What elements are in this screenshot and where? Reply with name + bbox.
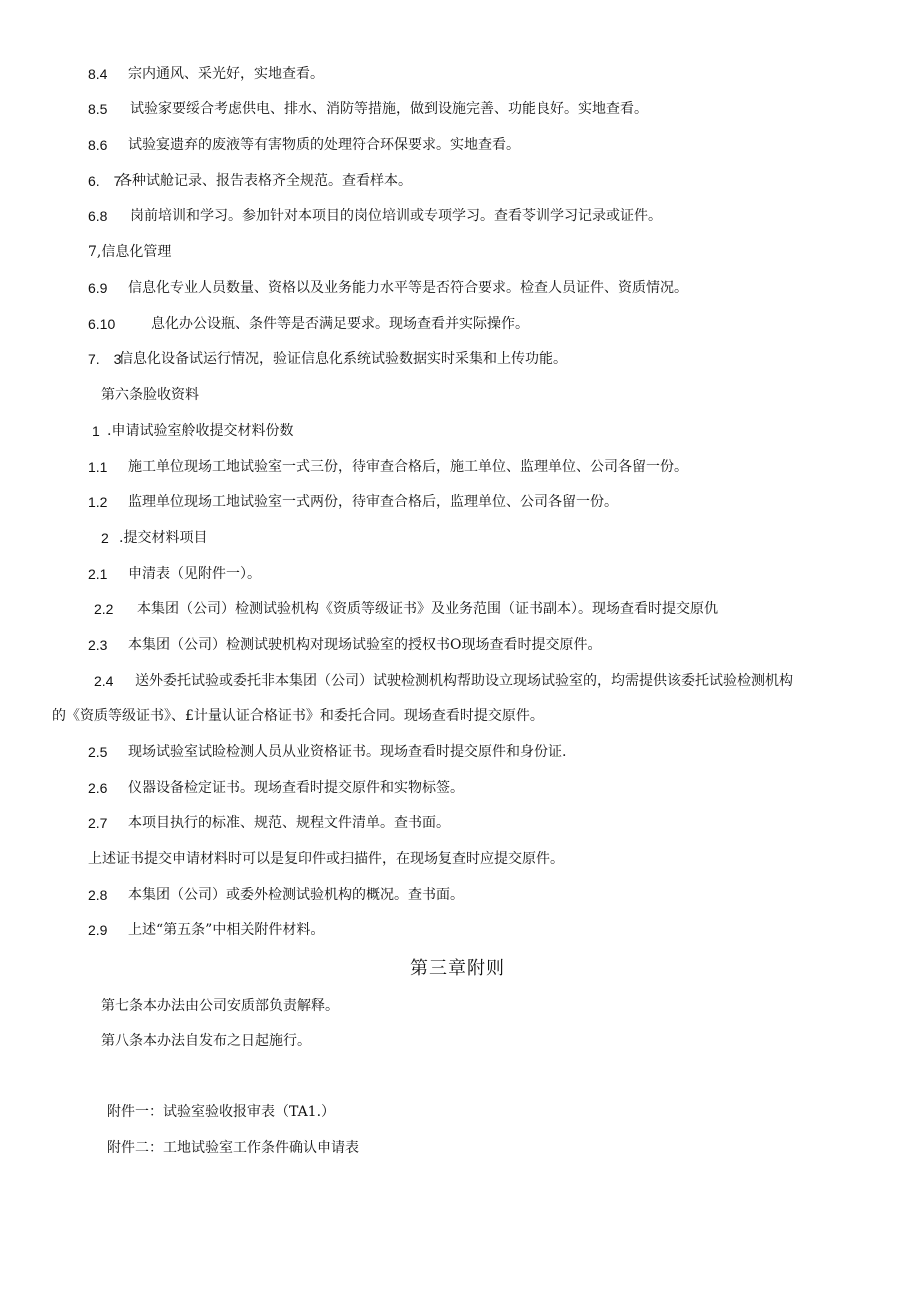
item-number: 1.1 bbox=[88, 459, 108, 475]
item-number: 2.3 bbox=[88, 637, 108, 653]
item-text: 试验家要绥合考虑供电、排水、消防等措施，做到设施完善、功能良好。实地查看。 bbox=[130, 101, 648, 117]
item-text: .提交材料项目 bbox=[119, 530, 208, 546]
item-text: 送外委托试验或委托非本集团（公司）试驶检测机构帮助设立现场试验室的，均需提供该委托试验检测机构 bbox=[135, 673, 793, 689]
item-number: 6. 7 bbox=[88, 173, 122, 189]
item-number: 2.5 bbox=[88, 744, 108, 760]
item-text: 信息化设备试运行情况，验证信息化系统试验数据实时采集和上传功能。 bbox=[119, 351, 567, 367]
item-text: 各种试舱记录、报告表格齐全规范。查看样本。 bbox=[118, 173, 412, 189]
item-number: 7. 3 bbox=[88, 351, 122, 367]
item-number: 2.1 bbox=[88, 566, 108, 582]
article-seven: 第七条本办法由公司安质部负责解释。 bbox=[101, 998, 339, 1014]
item-text: 宗内通风、采光好，实地查看。 bbox=[128, 66, 324, 82]
item-text: 试验宴遗弃的废液等有害物质的处理符合环保要求。实地查看。 bbox=[128, 137, 520, 153]
item-number: 6.9 bbox=[88, 280, 108, 296]
item-number: 2.7 bbox=[88, 815, 108, 831]
item-number: 1 bbox=[92, 423, 100, 439]
item-text: 监理单位现场工地试验室一式两份，待审查合格后，监理单位、公司各留一份。 bbox=[128, 494, 618, 510]
item-text: 第六条脸收资料 bbox=[101, 387, 199, 403]
item-text: 本项目执行的标准、规范、规程文件清单。查书面。 bbox=[128, 815, 450, 831]
item-text: 施工单位现场工地试验室一式三份，待审查合格后，施工单位、监理单位、公司各留一份。 bbox=[128, 459, 688, 475]
item-text: 本集团（公司）检测试验机构《资质等级证书》及业务范围（证书副本）。现场查看时提交原仇 bbox=[137, 601, 718, 617]
item-text: 仪器设备检定证书。现场查看时提交原件和实物标签。 bbox=[128, 780, 464, 796]
item-number: 2.9 bbox=[88, 922, 108, 938]
item-number: 8.5 bbox=[88, 101, 108, 117]
attachment-one: 附件一：试验室验收报审表（TA1.） bbox=[107, 1104, 336, 1120]
item-text: 本集团（公司）检测试驶机构对现场试验室的授权书O现场查看时提交原件。 bbox=[128, 637, 602, 653]
item-text: 上述“第五条”中相关附件材料。 bbox=[128, 922, 325, 938]
item-number: 8.4 bbox=[88, 66, 108, 82]
item-number: 8.6 bbox=[88, 137, 108, 153]
item-text: 本集团（公司）或委外检测试验机构的概况。查书面。 bbox=[128, 887, 464, 903]
item-text: 信息化专业人员数量、资格以及业务能力水平等是否符合要求。检查人员证件、资质情况。 bbox=[128, 280, 688, 296]
attachment-two: 附件二：工地试验室工作条件确认申请表 bbox=[107, 1140, 359, 1156]
item-number: 2.8 bbox=[88, 887, 108, 903]
item-text: 岗前培训和学习。参加针对本项目的岗位培训或专项学习。查看苓训学习记录或证件。 bbox=[130, 208, 662, 224]
item-number: 2.6 bbox=[88, 780, 108, 796]
chapter-title: 第三章附则 bbox=[410, 958, 505, 979]
item-number: 2.2 bbox=[94, 601, 114, 617]
item-number: 6.8 bbox=[88, 208, 108, 224]
item-text: .申请试验室舲收提交材料份数 bbox=[107, 423, 294, 439]
item-number: 6.10 bbox=[88, 316, 116, 332]
item-text: 7,信息化管理 bbox=[88, 244, 172, 260]
item-number: 2 bbox=[101, 530, 109, 546]
item-text: 申清表（见附件一）。 bbox=[128, 566, 261, 582]
item-text: 上述证书提交申请材料时可以是复印件或扫描件，在现场复查时应提交原件。 bbox=[88, 851, 564, 867]
item-text: 现场试验室试睑检测人员从业资格证书。现场查看时提交原件和身份证. bbox=[128, 744, 567, 760]
article-eight: 第八条本办法自发布之日起施行。 bbox=[101, 1033, 311, 1049]
item-number: 1.2 bbox=[88, 494, 108, 510]
item-text: 的《资质等级证书》、£计量认证合格证书》和委托合同。现场查看时提交原件。 bbox=[52, 708, 544, 724]
item-text: 息化办公设瓶、条件等是否满足要求。现场查看并实际操作。 bbox=[151, 316, 529, 332]
item-number: 2.4 bbox=[94, 673, 114, 689]
